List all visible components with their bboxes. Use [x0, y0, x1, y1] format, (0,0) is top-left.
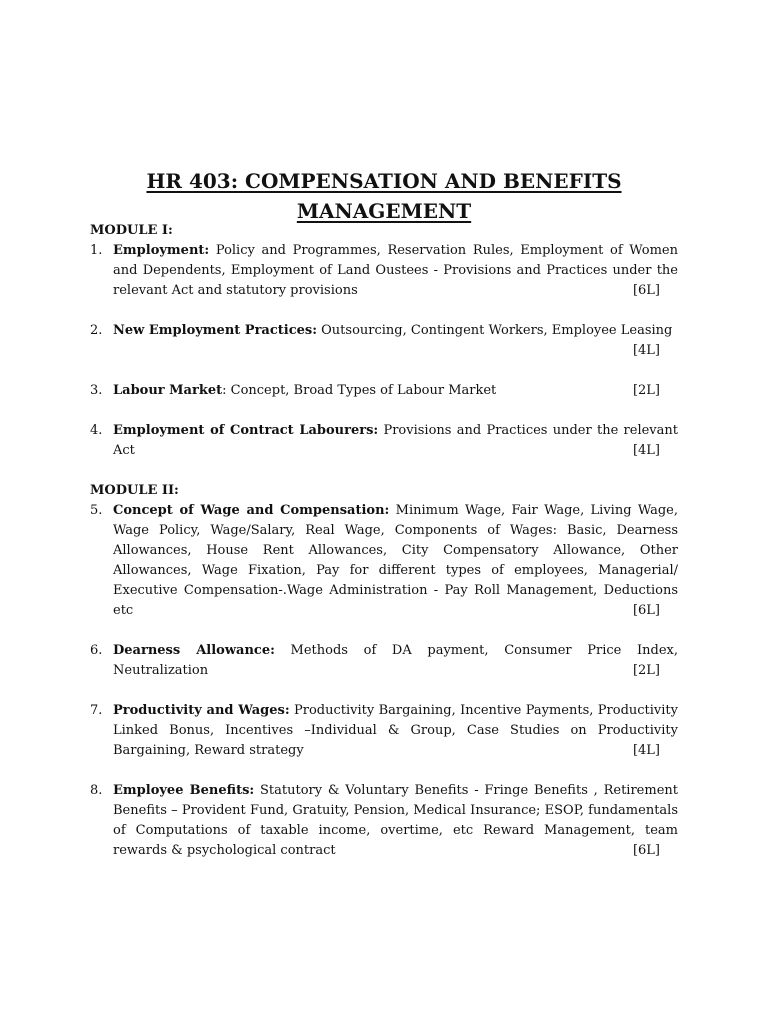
- item-term: Employment of Contract Labourers:: [113, 423, 379, 438]
- item-text: Policy and Programmes, Reservation Rules, Employment of Women and Dependents, Employment of Land Oustees - Provisions and Practices under the relevant Act and statutory provisions: [113, 243, 678, 298]
- syllabus-item: [90, 781, 678, 861]
- title-line-1: HR 403: COMPENSATION AND BENEFITS: [146, 169, 622, 193]
- module-heading: MODULE II:: [90, 483, 179, 498]
- item-body: [113, 641, 678, 681]
- item-credit: [4L]: [632, 743, 660, 758]
- item-credit: [6L]: [632, 283, 660, 298]
- item-body: [113, 421, 678, 461]
- item-number: 5.: [90, 503, 103, 518]
- module-heading: MODULE I:: [90, 223, 173, 238]
- syllabus-item: [90, 421, 678, 461]
- item-term: Employment:: [113, 243, 210, 258]
- item-credit: [4L]: [632, 343, 660, 358]
- item-text: Statutory & Voluntary Benefits - Fringe Benefits , Retirement Benefits – Provident Fund, Gratuity, Pension, Medical Insurance; ESOP, fundamentals of Computations of taxable income, overtime, etc Reward Management, team rewards & psychological contract: [113, 783, 678, 858]
- title-line-2: MANAGEMENT: [296, 199, 472, 223]
- item-term: Dearness Allowance:: [113, 643, 275, 658]
- item-body: [113, 501, 678, 621]
- item-text: Minimum Wage, Fair Wage, Living Wage, Wage Policy, Wage/Salary, Real Wage, Components of Wages: Basic, Dearness Allowances, House Rent Allowances, City Compensatory Allowance, Other Allowances, Wage Fixation, Pay for different types of employees, Managerial/ Executive Compensation-.Wage Administration - Pay Roll Management, Deductions etc: [113, 503, 679, 618]
- item-term: New Employment Practices:: [113, 323, 318, 338]
- item-number: 8.: [90, 783, 103, 798]
- item-body: [113, 701, 678, 761]
- item-body: [113, 781, 678, 861]
- item-term: Concept of Wage and Compensation:: [113, 503, 390, 518]
- item-number: 2.: [90, 323, 103, 338]
- item-text: Provisions and Practices under the relevant Act: [113, 423, 678, 458]
- item-credit: [2L]: [632, 663, 660, 678]
- item-credit: [2L]: [632, 383, 660, 398]
- item-credit: [4L]: [632, 443, 660, 458]
- item-body: [113, 241, 678, 301]
- item-number: 6.: [90, 643, 103, 658]
- syllabus-item: [90, 381, 678, 401]
- item-body: [113, 321, 678, 341]
- syllabus-item: [90, 501, 678, 621]
- item-number: 3.: [90, 383, 103, 398]
- item-text: : Concept, Broad Types of Labour Market: [222, 383, 497, 398]
- item-text: Methods of DA payment, Consumer Price Index, Neutralization: [113, 643, 678, 678]
- syllabus-item: [90, 241, 678, 301]
- item-number: 4.: [90, 423, 103, 438]
- syllabus-item: [90, 641, 678, 681]
- item-term: Employee Benefits:: [113, 783, 255, 798]
- syllabus-content: [90, 221, 678, 861]
- item-term: Productivity and Wages:: [113, 703, 290, 718]
- item-number: 1.: [90, 243, 103, 258]
- syllabus-item: [90, 321, 678, 361]
- item-body: [113, 381, 678, 401]
- document-title: [90, 166, 678, 226]
- item-text: Productivity Bargaining, Incentive Payments, Productivity Linked Bonus, Incentives –Individual & Group, Case Studies on Productivity Bargaining, Reward strategy: [113, 703, 678, 758]
- item-text: Outsourcing, Contingent Workers, Employee Leasing: [317, 323, 673, 338]
- item-credit: [6L]: [632, 603, 660, 618]
- item-credit: [6L]: [632, 843, 660, 858]
- item-term: Labour Market: [113, 383, 223, 398]
- syllabus-item: [90, 701, 678, 761]
- item-number: 7.: [90, 703, 103, 718]
